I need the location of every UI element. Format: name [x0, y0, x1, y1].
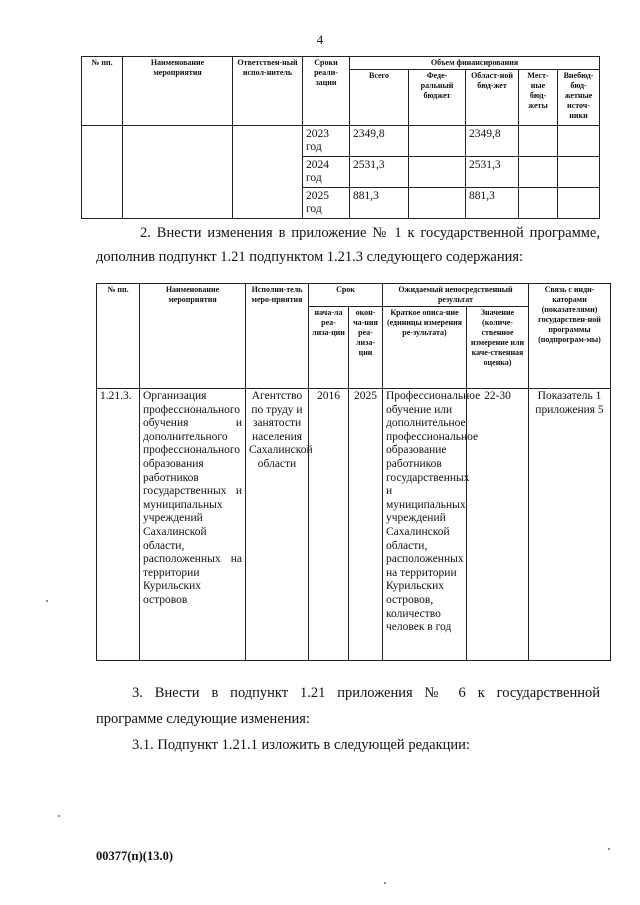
scan-speck [58, 815, 60, 817]
scan-speck [46, 600, 48, 602]
cell-num [82, 126, 123, 219]
cell-federal [409, 126, 466, 157]
header-executor: Исполни-тель меро-приятия [246, 284, 309, 389]
cell-offbudget [558, 126, 600, 157]
paragraph-2-line-2: дополнив подпункт 1.21 подпунктом 1.21.3 следующего содержания: [96, 249, 524, 265]
cell-offbudget [558, 157, 600, 188]
cell-responsible [233, 126, 303, 219]
cell-regional: 881,3 [466, 188, 519, 219]
page-number: 4 [316, 32, 324, 47]
header-federal: Феде-ральный бюджет [409, 70, 466, 126]
scan-speck [608, 848, 610, 850]
cell-total: 2531,3 [350, 157, 409, 188]
header-num: № пп. [82, 57, 123, 126]
cell-year: 2024 год [303, 157, 350, 188]
cell-federal [409, 157, 466, 188]
header-link: Связь с инди-каторами (показателями) государствен-ной программы (подпрограм-мы) [529, 284, 611, 389]
funding-table [81, 56, 600, 219]
paragraph-3-line-1: 3. Внести в подпункт 1.21 приложения № 6 к государственной [132, 685, 600, 701]
header-terms: Сроки реали-зации [303, 57, 350, 126]
header-expected: Ожидаемый непосредственный результат [383, 284, 529, 307]
cell-year: 2023 год [303, 126, 350, 157]
cell-executor: Агентство по труду и занятости населения Сахалинской области [246, 389, 309, 661]
paragraph-3-line-2: программе следующие изменения: [96, 711, 310, 727]
table-row [82, 126, 600, 157]
cell-year: 2025 год [303, 188, 350, 219]
cell-regional: 2531,3 [466, 157, 519, 188]
cell-local [519, 157, 558, 188]
header-value: Значение (количе-ственное измерение или каче-ственная оценка) [467, 307, 529, 389]
cell-value: 22-30 [467, 389, 529, 661]
cell-local [519, 188, 558, 219]
header-num: № пп. [97, 284, 140, 389]
cell-local [519, 126, 558, 157]
cell-end: 2025 [349, 389, 383, 661]
cell-total: 881,3 [350, 188, 409, 219]
cell-total: 2349,8 [350, 126, 409, 157]
cell-regional: 2349,8 [466, 126, 519, 157]
header-total: Всего [350, 70, 409, 126]
paragraph-3-1: 3.1. Подпункт 1.21.1 изложить в следующей редакции: [132, 737, 470, 753]
header-responsible: Ответствен-ный испол-нитель [233, 57, 303, 126]
header-funding: Объем финансирования [350, 57, 600, 70]
cell-num: 1.21.3. [97, 389, 140, 661]
header-name: Наименование мероприятия [123, 57, 233, 126]
activities-table [96, 283, 611, 661]
cell-description: Профессиональное обучение или дополнительное профессиональное образование работников государственных и муниципальных учреждений Сахалинской области, расположенных на территории Курильских островов, количество человек в год [383, 389, 467, 661]
header-regional: Област-ной бюд-жет [466, 70, 519, 126]
cell-name: Организация профессионального обучения и дополнительного профессионального образования работников государственных и муниципальных учреждений Сахалинской области, расположенных на территории Курильских островов [140, 389, 246, 661]
cell-offbudget [558, 188, 600, 219]
header-start: нача-ла реа-лиза-ции [309, 307, 349, 389]
paragraph-2-line-1: 2. Внести изменения в приложение № 1 к государственной программе, [140, 225, 600, 241]
cell-start: 2016 [309, 389, 349, 661]
document-code: 00377(п)(13.0) [96, 849, 173, 863]
cell-name [123, 126, 233, 219]
scan-speck [384, 882, 386, 884]
header-end: окон-ча-ния реа-лиза-ции [349, 307, 383, 389]
header-offbudget: Внебюд-бюд-жетные источ-ники [558, 70, 600, 126]
header-short-desc: Краткое описа-ние (единицы измерения ре-зультата) [383, 307, 467, 389]
table-row [97, 389, 611, 661]
header-name: Наименование мероприятия [140, 284, 246, 389]
cell-federal [409, 188, 466, 219]
cell-link: Показатель 1 приложения 5 [529, 389, 611, 661]
header-term: Срок [309, 284, 383, 307]
header-local: Мест-ные бюд-жеты [519, 70, 558, 126]
